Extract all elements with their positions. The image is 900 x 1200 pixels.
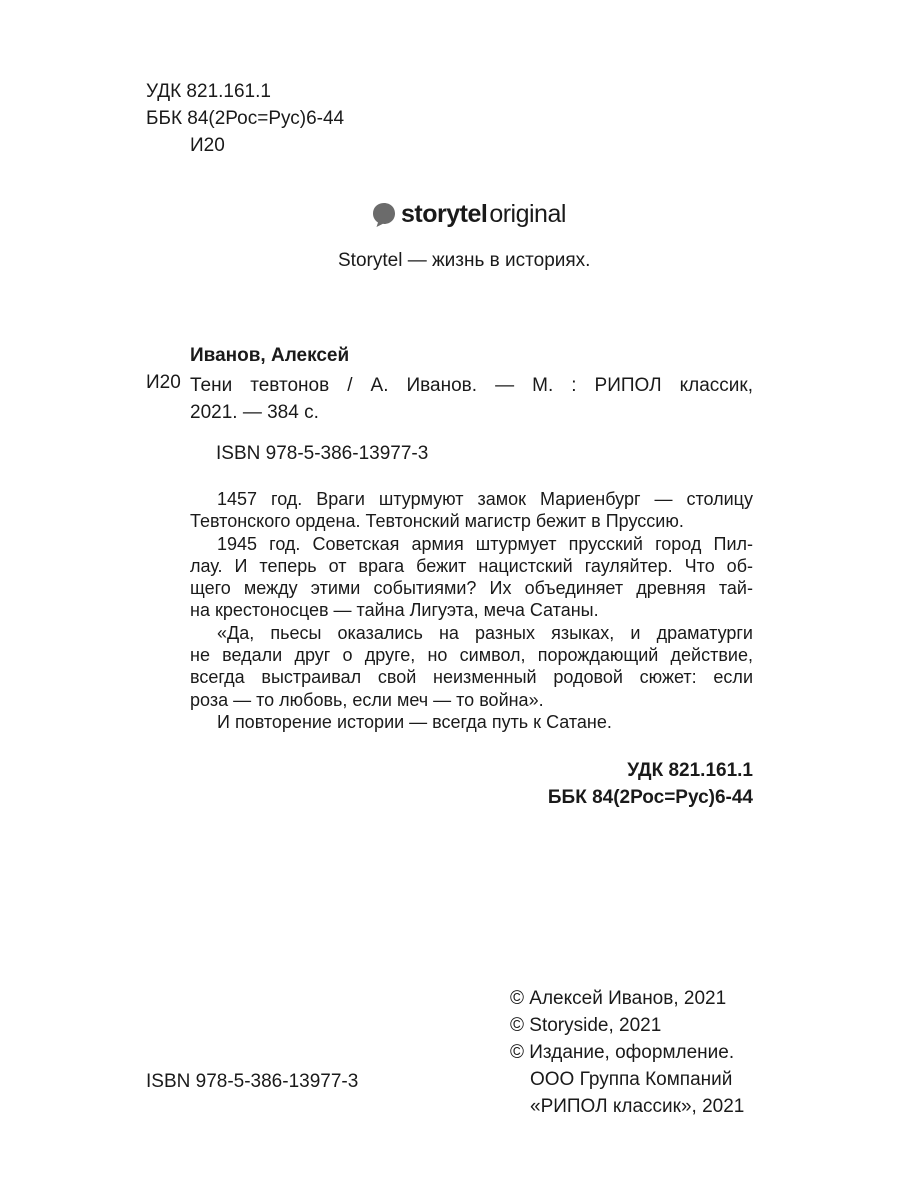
udk-code: УДК 821.161.1: [146, 81, 271, 102]
annotation-line: Тевтонского ордена. Тевтонский магистр бежит в Пруссию.: [190, 511, 684, 532]
isbn: ISBN 978-5-386-13977-3: [216, 443, 429, 464]
copyright-block: [510, 985, 744, 1120]
speech-bubble-icon: [372, 202, 396, 228]
classification-block: [146, 78, 344, 159]
annotation-line: 1945 год. Советская армия штурмует прусский город Пил-: [217, 533, 753, 554]
storytel-original-logo: [372, 200, 566, 229]
annotation-line: всегда выстраивал свой неизменный родовой сюжет: если: [190, 667, 753, 688]
isbn-bottom: ISBN 978-5-386-13977-3: [146, 1071, 359, 1092]
annotation-line: лау. И теперь от врага бежит нацистский гауляйтер. Что об-: [190, 555, 753, 576]
annotation-line: не ведали друг о друге, но символ, порождающий действие,: [190, 645, 753, 666]
copyright-line: ООО Группа Компаний: [530, 1069, 733, 1090]
logo-brand: storytel: [401, 200, 488, 228]
annotation-line: «Да, пьесы оказались на разных языках, и драматурги: [217, 622, 753, 643]
tagline: Storytel — жизнь в историях.: [338, 250, 591, 271]
copyright-line: «РИПОЛ классик», 2021: [530, 1096, 745, 1117]
annotation-line: И повторение истории — всегда путь к Сатане.: [217, 711, 612, 732]
annotation: [190, 488, 753, 733]
copyright-line: © Алексей Иванов, 2021: [510, 988, 727, 1009]
annotation-line: щего между этими событиями? Их объединяет древняя тай-: [190, 578, 753, 599]
copyright-line: © Издание, оформление.: [510, 1042, 735, 1063]
annotation-line: 1457 год. Враги штурмуют замок Мариенбург — столицу: [217, 489, 753, 509]
classification-bottom: [548, 757, 753, 811]
annotation-line: на крестоносцев — тайна Лигуэта, меча Сатаны.: [190, 600, 599, 621]
bbk-code: ББК 84(2Рос=Рус)6-44: [146, 108, 345, 129]
copyright-line: © Storyside, 2021: [510, 1015, 662, 1036]
bbk-code-bottom: ББК 84(2Рос=Рус)6-44: [547, 787, 753, 808]
bibliographic-description: [190, 372, 753, 426]
biblio-line: Тени тевтонов / А. Иванов. — М. : РИПОЛ классик,: [190, 375, 753, 396]
annotation-line: роза — то любовь, если меч — то война».: [190, 689, 544, 710]
udk-code-bottom: УДК 821.161.1: [627, 760, 753, 781]
author-sign: И20: [190, 135, 225, 156]
logo-suffix: original: [489, 200, 566, 228]
author-name: Иванов, Алексей: [190, 345, 350, 366]
biblio-line: 2021. — 384 с.: [190, 402, 319, 423]
catalog-code: И20: [146, 372, 181, 393]
